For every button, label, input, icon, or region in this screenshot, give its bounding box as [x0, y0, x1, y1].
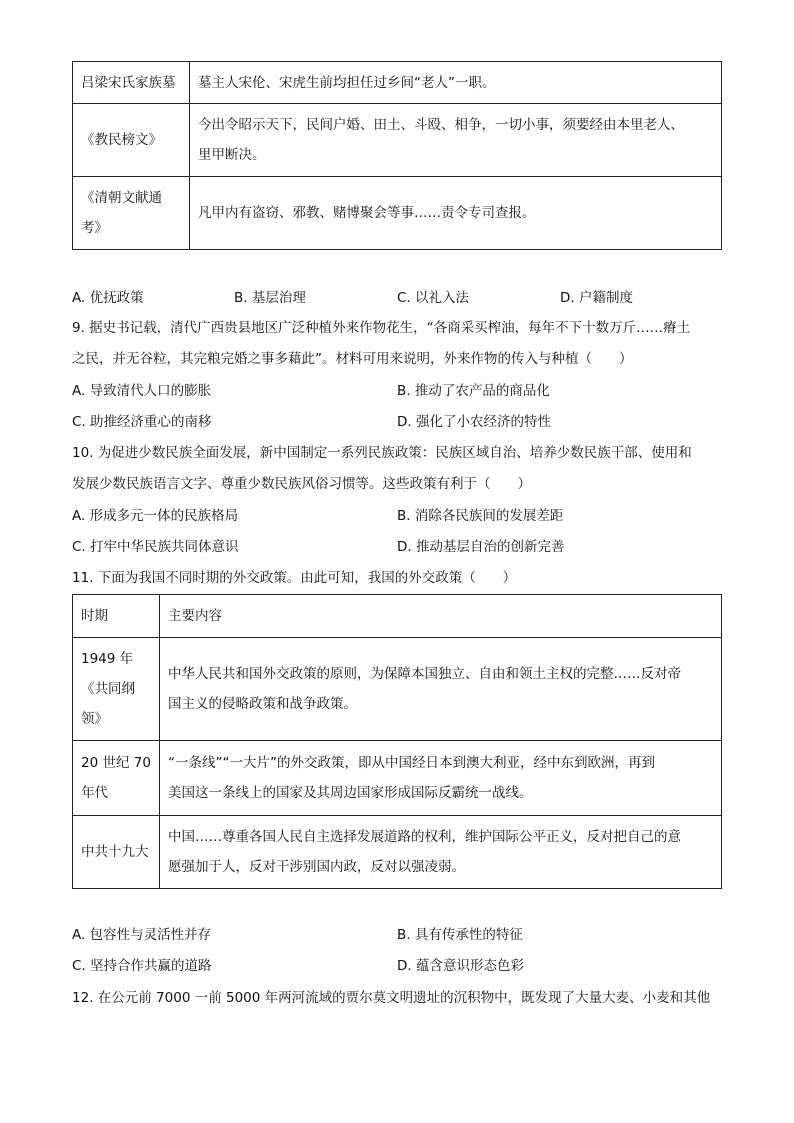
- q11-option-c[interactable]: C. 坚持合作共赢的道路: [72, 958, 212, 974]
- q10-option-d[interactable]: D. 推动基层自治的创新完善: [397, 539, 565, 555]
- content-cell: 凡甲内有盗窃、邪教、赌博聚会等事……责令专司查报。: [190, 177, 722, 250]
- q8-option-d[interactable]: D. 户籍制度: [560, 290, 633, 306]
- content-line: 里甲断决。: [198, 147, 266, 163]
- q10-stem: [72, 438, 722, 500]
- period-cell: [73, 638, 160, 741]
- content-line: 中华人民共和国外交政策的原则，为保障本国独立、自由和领土主权的完整……反对帝: [168, 666, 681, 682]
- q10-option-b[interactable]: B. 消除各民族间的发展差距: [397, 508, 564, 524]
- period-line: 《共同纲: [81, 681, 135, 697]
- period-line: 年代: [81, 785, 108, 801]
- q10-option-c[interactable]: C. 打牢中华民族共同体意识: [72, 539, 239, 555]
- header-period: 时期: [73, 595, 160, 638]
- content-line: 今出令昭示天下，民间户婚、田土、斗殴、相争，一切小事，须要经由本里老人、: [198, 117, 684, 133]
- q11-option-a[interactable]: A. 包容性与灵活性并存: [72, 927, 212, 943]
- content-cell: [160, 638, 722, 741]
- q11-stem: 11. 下面为我国不同时期的外交政策。由此可知，我国的外交政策（ ）: [72, 570, 517, 586]
- q8-option-c[interactable]: C. 以礼入法: [397, 290, 470, 306]
- q10-option-a[interactable]: A. 形成多元一体的民族格局: [72, 508, 239, 524]
- period-line: 1949 年: [81, 651, 134, 667]
- q9-stem-line: 之民，并无谷粒，其完粮完婚之事多藉此”。材料可用来说明，外来作物的传入与种植（ ）: [72, 351, 633, 367]
- q9-stem: [72, 313, 722, 375]
- content-cell: [190, 104, 722, 177]
- source-line: 《清朝文献通: [81, 190, 162, 206]
- q10-stem-line: 发展少数民族语言文字、尊重少数民族风俗习惯等。这些政策有利于（ ）: [72, 476, 531, 492]
- content-cell: 墓主人宋伦、宋虎生前均担任过乡间“老人”一职。: [190, 62, 722, 104]
- source-cell: [73, 177, 190, 250]
- table-row: [73, 816, 722, 889]
- q9-stem-line: 9. 据史书记载，清代广西贵县地区广泛种植外来作物花生，“各商采买榨油，每年不下十数万斤……瘠土: [72, 320, 691, 336]
- source-table: [72, 61, 722, 250]
- period-cell: [73, 741, 160, 816]
- source-cell: 吕梁宋氏家族墓: [73, 62, 190, 104]
- q9-option-b[interactable]: B. 推动了农产品的商品化: [397, 383, 550, 399]
- content-line: 中国……尊重各国人民自主选择发展道路的权利，维护国际公平正义，反对把自己的意: [168, 829, 681, 845]
- content-cell: [160, 741, 722, 816]
- table-row: [73, 177, 722, 250]
- q9-option-c[interactable]: C. 助推经济重心的南移: [72, 414, 212, 430]
- q12-stem: 12. 在公元前 7000 一前 5000 年两河流域的贾尔莫文明遗址的沉积物中，既发现了大量大麦、小麦和其他: [72, 990, 711, 1006]
- q8-option-a[interactable]: A. 优抚政策: [72, 290, 144, 306]
- q8-option-b[interactable]: B. 基层治理: [234, 290, 306, 306]
- table-row: [73, 104, 722, 177]
- header-content: 主要内容: [160, 595, 722, 638]
- content-cell: [160, 816, 722, 889]
- content-line: 愿强加于人，反对干涉别国内政，反对以强凌弱。: [168, 859, 465, 875]
- q9-option-d[interactable]: D. 强化了小农经济的特性: [397, 414, 551, 430]
- q11-option-d[interactable]: D. 蕴含意识形态色彩: [397, 958, 524, 974]
- period-cell: 中共十九大: [73, 816, 160, 889]
- foreign-policy-table: [72, 594, 722, 889]
- q11-option-b[interactable]: B. 具有传承性的特征: [397, 927, 523, 943]
- table-header-row: [73, 595, 722, 638]
- table-row: [73, 638, 722, 741]
- source-cell: 《教民榜文》: [73, 104, 190, 177]
- q10-stem-line: 10. 为促进少数民族全面发展，新中国制定一系列民族政策：民族区域自治、培养少数民族干部、使用和: [72, 445, 692, 461]
- period-line: 20 世纪 70: [81, 755, 151, 771]
- content-line: “一条线”“一大片”的外交政策，即从中国经日本到澳大利亚，经中东到欧洲，再到: [168, 755, 655, 771]
- period-line: 领》: [81, 711, 108, 727]
- q9-option-a[interactable]: A. 导致清代人口的膨胀: [72, 383, 212, 399]
- content-line: 国主义的侵略政策和战争政策。: [168, 696, 357, 712]
- table-row: [73, 741, 722, 816]
- table-row: [73, 62, 722, 104]
- content-line: 美国这一条线上的国家及其周边国家形成国际反霸统一战线。: [168, 785, 533, 801]
- source-line: 考》: [81, 220, 108, 236]
